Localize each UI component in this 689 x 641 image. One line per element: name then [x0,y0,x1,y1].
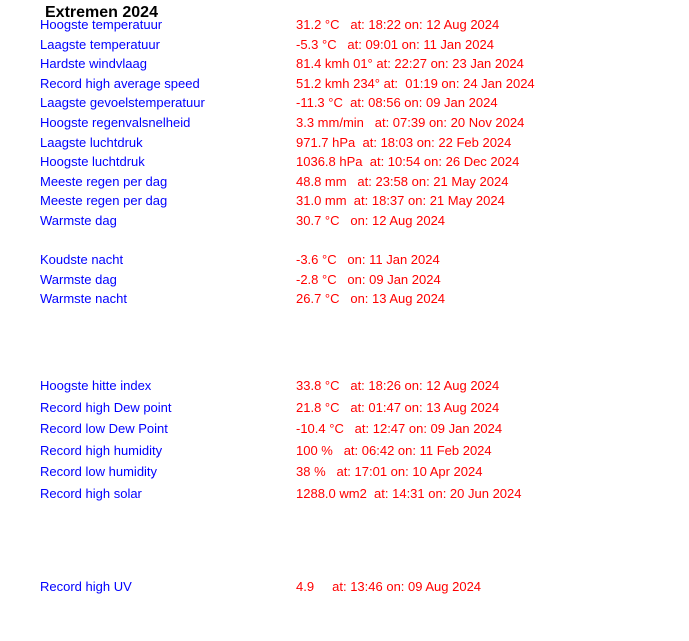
extreme-value: 81.4 kmh 01° at: 22:27 on: 23 Jan 2024 [296,56,524,72]
extreme-value: 100 % at: 06:42 on: 11 Feb 2024 [296,442,492,458]
extreme-label: Record high humidity [40,442,163,458]
extreme-row-high-humidity [0,440,689,462]
extreme-row-highest-heat-index [0,375,689,397]
extreme-label: Record low Dew Point [40,421,168,437]
extreme-label: Record high average speed [40,75,200,91]
extreme-label: Warmste dag [40,212,117,228]
extreme-row-high-dew-point [0,397,689,419]
section-main-extremes [0,15,689,231]
section-uv-extreme [0,577,689,597]
extreme-value: -5.3 °C at: 09:01 on: 11 Jan 2024 [296,36,494,52]
extreme-label: Laagste gevoelstemperatuur [40,95,205,111]
extreme-value: -11.3 °C at: 08:56 on: 09 Jan 2024 [296,95,498,111]
extreme-row-most-rain-per-day-1 [0,172,689,192]
extreme-label: Hoogste temperatuur [40,17,163,32]
extreme-row-warmest-day-2 [0,270,689,290]
extreme-label: Record high solar [40,485,142,501]
extreme-row-highest-pressure [0,152,689,172]
extreme-value: 48.8 mm at: 23:58 on: 21 May 2024 [296,173,509,189]
extreme-label: Hoogste luchtdruk [40,154,145,170]
extreme-label: Record high Dew point [40,399,172,415]
extreme-value: 4.9 at: 13:46 on: 09 Aug 2024 [296,579,482,594]
extreme-value: 1036.8 hPa at: 10:54 on: 26 Dec 2024 [296,154,520,170]
extreme-value: 38 % at: 17:01 on: 10 Apr 2024 [296,464,483,480]
extreme-value: 33.8 °C at: 18:26 on: 12 Aug 2024 [296,378,500,393]
extreme-value: -2.8 °C on: 09 Jan 2024 [296,271,441,287]
extreme-value: 21.8 °C at: 01:47 on: 13 Aug 2024 [296,399,500,415]
extreme-value: 31.2 °C at: 18:22 on: 12 Aug 2024 [296,17,500,32]
extreme-value: 51.2 kmh 234° at: 01:19 on: 24 Jan 2024 [296,75,535,91]
extreme-row-high-uv [0,577,689,597]
extreme-label: Warmste nacht [40,291,127,307]
extreme-row-lowest-pressure [0,133,689,153]
extreme-row-high-solar [0,483,689,505]
extreme-label: Laagste luchtdruk [40,134,143,150]
extreme-value: 26.7 °C on: 13 Aug 2024 [296,291,446,307]
extreme-label: Warmste dag [40,271,117,287]
extreme-row-high-average-speed [0,74,689,94]
extreme-label: Record high UV [40,579,132,594]
extreme-label: Hoogste regenvalsnelheid [40,114,191,130]
extreme-value: 971.7 hPa at: 18:03 on: 22 Feb 2024 [296,134,512,150]
page-title: Extremen 2024 [45,4,158,21]
extreme-label: Record low humidity [40,464,158,480]
section-day-night-extremes [0,250,689,309]
extreme-label: Meeste regen per dag [40,193,168,209]
extreme-label: Koudste nacht [40,252,124,267]
extreme-value: 31.0 mm at: 18:37 on: 21 May 2024 [296,193,505,209]
extreme-label: Meeste regen per dag [40,173,168,189]
extreme-row-low-dew-point [0,418,689,440]
extreme-value: -10.4 °C at: 12:47 on: 09 Jan 2024 [296,421,503,437]
extreme-value: 30.7 °C on: 12 Aug 2024 [296,212,446,228]
extreme-label: Laagste temperatuur [40,36,160,52]
extreme-row-highest-temperature [0,15,689,35]
extreme-row-highest-rain-rate [0,113,689,133]
extreme-label: Hardste windvlaag [40,56,147,72]
extreme-row-warmest-day [0,211,689,231]
extreme-value: 3.3 mm/min at: 07:39 on: 20 Nov 2024 [296,114,525,130]
extreme-row-highest-gust [0,54,689,74]
extreme-row-lowest-windchill [0,93,689,113]
extreme-row-most-rain-per-day-2 [0,191,689,211]
extreme-value: 1288.0 wm2 at: 14:31 on: 20 Jun 2024 [296,485,522,501]
section-derived-extremes [0,375,689,505]
extreme-row-coldest-night [0,250,689,270]
extreme-value: -3.6 °C on: 11 Jan 2024 [296,252,440,267]
extreme-label: Hoogste hitte index [40,378,152,393]
extreme-row-lowest-temperature [0,35,689,55]
extreme-row-warmest-night [0,289,689,309]
extreme-row-low-humidity [0,461,689,483]
